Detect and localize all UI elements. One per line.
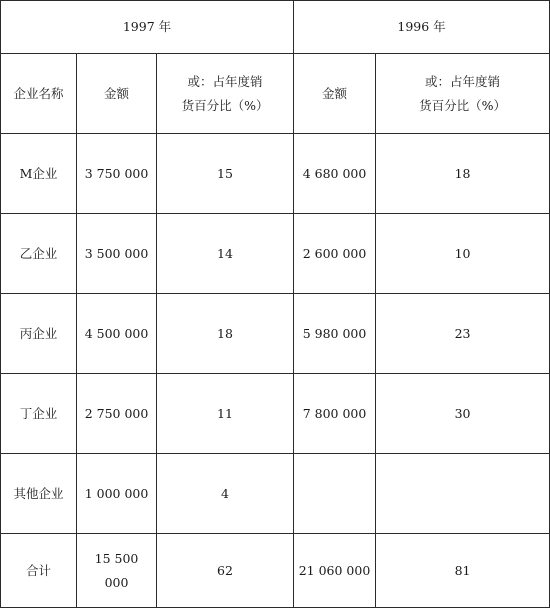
amount-1997-header: 金额 (77, 54, 157, 134)
amount-1997-cell: 3 500 000 (77, 214, 157, 294)
company-name-cell: 乙企业 (1, 214, 77, 294)
pct-1997-cell: 62 (157, 534, 294, 608)
company-name-cell: M企业 (1, 134, 77, 214)
year-1997-header: 1997 年 (1, 1, 294, 54)
amount-1997-cell: 3 750 000 (77, 134, 157, 214)
pct-1996-cell: 10 (376, 214, 550, 294)
pct-1997-cell: 14 (157, 214, 294, 294)
year-1996-header: 1996 年 (294, 1, 550, 54)
pct-1996-cell: 23 (376, 294, 550, 374)
amount-1997-cell: 15 500 000 (77, 534, 157, 608)
amount-1996-header: 金额 (294, 54, 376, 134)
pct-1996-cell (376, 454, 550, 534)
table-row (1, 294, 550, 374)
amount-1996-cell: 5 980 000 (294, 294, 376, 374)
amount-1997-cell: 4 500 000 (77, 294, 157, 374)
amount-1996-cell: 4 680 000 (294, 134, 376, 214)
pct-1996-header-line1: 或：占年度销 (425, 73, 501, 89)
table-row (1, 134, 550, 214)
table-row (1, 374, 550, 454)
pct-1996-cell: 81 (376, 534, 550, 608)
pct-1997-cell: 15 (157, 134, 294, 214)
pct-1996-cell: 30 (376, 374, 550, 454)
column-header-row (1, 54, 550, 134)
amount-1997-cell: 2 750 000 (77, 374, 157, 454)
amount-1996-cell: 2 600 000 (294, 214, 376, 294)
company-name-cell: 丙企业 (1, 294, 77, 374)
pct-1996-header-line2: 货百分比（%） (419, 97, 506, 113)
pct-1997-cell: 4 (157, 454, 294, 534)
pct-1997-header-line2: 货百分比（%） (181, 97, 269, 113)
company-name-cell: 合计 (1, 534, 77, 608)
pct-1996-header (376, 54, 550, 134)
table-row (1, 214, 550, 294)
total-row (1, 534, 550, 608)
amount-1996-cell: 21 060 000 (294, 534, 376, 608)
table-row (1, 454, 550, 534)
pct-1997-header (157, 54, 294, 134)
amount-1996-cell (294, 454, 376, 534)
company-name-cell: 丁企业 (1, 374, 77, 454)
pct-1997-cell: 11 (157, 374, 294, 454)
pct-1997-cell: 18 (157, 294, 294, 374)
company-name-cell: 其他企业 (1, 454, 77, 534)
pct-1996-cell: 18 (376, 134, 550, 214)
amount-1997-cell: 1 000 000 (77, 454, 157, 534)
amount-1996-cell: 7 800 000 (294, 374, 376, 454)
year-header-row (1, 1, 550, 54)
company-name-header: 企业名称 (1, 54, 77, 134)
pct-1997-header-line1: 或：占年度销 (187, 73, 263, 89)
